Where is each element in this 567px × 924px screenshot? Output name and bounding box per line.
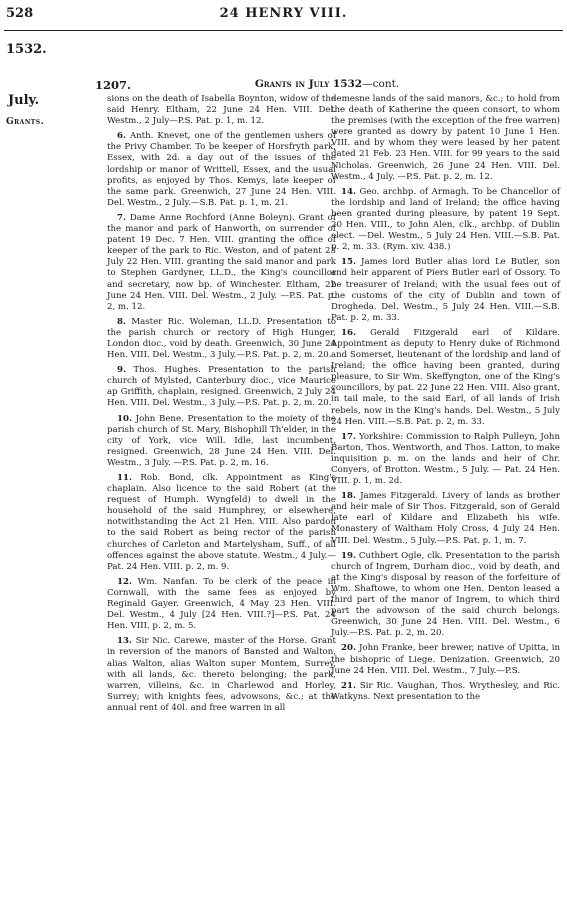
entry-text: James Fitzgerald. Livery of lands as brother and heir male of Sir Thos. Fitzgerald, son of Gerald late earl of Kildare and Elizabeth his wife. Monastery of Waltham Holy Cross, 4 July 24 Hen. VIII. Del. Westm., 5 July.—P.S. Pat. p. 1, m. 7. — [331, 491, 560, 546]
entry-text: Geo. archbp. of Armagh. To be Chancellor of the lordship and land of Ireland; the office having been granted during pleasure, by patent 19 Sept. 20 Hen. VIII., to John Alen, clk., archbp. of Dublin elect. —Del. Westm., 5 July 24 Hen. VIII.—S.B. Pat. p. 2, m. 33. (Rym. xiv. 438.) — [331, 186, 560, 253]
margin-section: Grants. — [6, 117, 45, 127]
header-rule — [4, 30, 563, 31]
entry-paragraph — [107, 414, 336, 469]
right-column — [331, 94, 560, 707]
entry-paragraph — [331, 681, 560, 703]
entry-item-number: 15. — [341, 257, 356, 268]
entry-text: Dame Anne Rochford (Anne Boleyn). Grant of the manor and park of Hanworth, on surrender of patent 19 Dec. 7 Hen. VIII. granting the office of keeper of the park to Ric. Weston, and of patent 23 July 22 Hen. VIII. granting the said manor and park to Stephen Gardyner, LL.D., the King's councillor and secretary, now bp. of Winchester. Eltham, 22 June 24 Hen. VIII. Del. Westm., 2 July. —P.S. Pat. p. 2, m. 12. — [107, 212, 336, 312]
left-column — [107, 94, 336, 718]
entry-item-number: 11. — [117, 473, 132, 483]
entry-paragraph — [331, 94, 560, 183]
entry-item-number: 9. — [117, 365, 126, 376]
section-heading — [95, 78, 559, 90]
entry-paragraph — [107, 636, 336, 714]
entry-paragraph — [107, 317, 336, 361]
running-title: 24 HENRY VIII. — [219, 6, 348, 21]
entry-paragraph — [331, 432, 560, 487]
entry-paragraph — [331, 257, 560, 324]
entry-text: Gerald Fitzgerald earl of Kildare. Appointment as deputy to Henry duke of Richmond and Somerset, lieutenant of the lordship and land of Ireland; the office having been granted, during pleasure, to Sir Wm. Skeffyngton, one of the King's councillors, by pat. 22 June 22 Hen. VIII. Also grant, in tail male, to the said Earl, of all lands of Irish rebels, now in the King's hands. Del. Westm., 5 July 24 Hen. VIII.—S.B. Pat. p. 2, m. 33. — [331, 327, 560, 427]
entry-item-number: 17. — [341, 431, 356, 442]
entry-text: Anth. Knevet, one of the gentlemen ushers of the Privy Chamber. To be keeper of Horsfryth park, Essex, with 2d. a day out of the issues of the lordship or manor of Writtell, Essex, and the usual profits, as enjoyed by Thos. Kemys, late keeper of the same park. Greenwich, 27 June 24 Hen. VIII. Del. Westm., 2 July.—S.B. Pat. p. 1, m. 21. — [107, 131, 337, 208]
entry-text: James lord Butler alias lord Le Butler, son and heir apparent of Piers Butler earl of Ossory. To be treasurer of Ireland; with the usual fees out of the customs of the city of Dublin and town of Drogheda. Del. Westm., 5 July 24 Hen. VIII.—S.B. Pat. p. 2, m. 33. — [331, 257, 561, 323]
entry-item-number: 12. — [117, 576, 132, 587]
entry-text: John Franke, beer brewer, native of Upitta, in the bishopric of Liege. Denization. Greenwich, 20 June 24 Hen. VIII. Del. Westm., 7 July.—P.S. — [331, 643, 560, 676]
entry-item-number: 13. — [117, 636, 132, 647]
entry-text: Rob. Bond, clk. Appointment as King's chaplain. Also licence to the said Robert (at the request of Humph. Wyngfeld) to dwell in the household of the said Humphrey, or elsewhere, notwithstanding the Act 21 Hen. VIII. Also pardon to the said Robert as being rector of the parish churches of Carleton and Martelysham, Suff., of all offences against the above statute. Westm., 4 July.—Pat. 24 Hen. VIII. p. 2, m. 9. — [107, 473, 337, 572]
entry-text: Sir Ric. Vaughan, Thos. Wrythesley, and Ric. Watkyns. Next presentation to the — [331, 680, 561, 702]
section-title: Grants in July 1532 — [254, 78, 363, 90]
page-number: 528 — [6, 6, 34, 21]
entry-paragraph — [331, 328, 560, 428]
entry-text: Wm. Nanfan. To be clerk of the peace in Cornwall, with the same fees as enjoyed by Reginald Gayer. Greenwich, 4 May 23 Hen. VIII. Del. Westm., 4 July [24 Hen. VIII.?]—P.S. Pat. 24 Hen. VIII. p. 2, m. 5. — [107, 576, 336, 632]
margin-year: 1532. — [6, 42, 47, 57]
entry-item-number: 21. — [341, 680, 356, 691]
entry-text: John Bene. Presentation to the moiety of the parish church of St. Mary, Bishophill Th'elder, in the city of York, vice Will. Idle, last incumbent, resigned. Greenwich, 28 June 24 Hen. VIII. Del. Westm., 3 July. —P.S. Pat. p. 2, m. 16. — [107, 413, 337, 468]
entry-text: Master Ric. Woleman, LL.D. Presentation to the parish church or rectory of High Hunger, London dioc., void by death. Greenwich, 30 June 24 Hen. VIII. Del. Westm., 3 July.—P.S. Pat. p. 2, m. 20. — [107, 316, 337, 361]
entry-text: Thos. Hughes. Presentation to the parish church of Mylsted, Canterbury dioc., vice Maurice ap Griffith, chaplain, resigned. Greenwich, 2 July 24 Hen. VIII. Del. Westm., 3 July.—P.S. Pat. p. 2, m. 20. — [107, 365, 336, 409]
entry-paragraph — [107, 131, 336, 209]
entry-item-number: 6. — [117, 131, 126, 142]
entry-text: sions on the death of Isabella Boynton, widow of the said Henry. Eltham, 22 June 24 Hen. VIII. Del. Westm., 2 July—P.S. Pat. p. 1, m. 12. — [107, 94, 336, 127]
entry-paragraph — [331, 551, 560, 640]
margin-month: July. — [8, 93, 40, 108]
entry-paragraph — [107, 213, 336, 313]
entry-paragraph — [107, 365, 336, 409]
entry-paragraph — [331, 187, 560, 254]
entry-item-number: 10. — [117, 413, 132, 424]
entry-item-number: 14. — [341, 186, 356, 197]
entry-item-number: 16. — [341, 327, 356, 338]
entry-item-number: 20. — [341, 643, 356, 654]
entry-item-number: 8. — [117, 316, 126, 327]
section-title-suffix: —cont. — [362, 78, 400, 90]
entry-paragraph — [107, 577, 336, 632]
entry-paragraph — [107, 473, 336, 573]
entry-text: demesne lands of the said manors, &c.; to hold from the death of Katherine the queen consort, to whom the premises (with the exception of the free warren) were granted as dowry by patent 10 June 1 Hen. VIII. and by whom they were leased by her patent dated 21 Feb. 23 Hen. VIII. for 99 years to the said Nicholas. Greenwich, 26 June 24 Hen. VIII. Del. Westm., 4 July. —P.S. Pat. p. 2, m. 12. — [331, 94, 560, 182]
entry-item-number: 19. — [341, 550, 356, 561]
entry-text: Sir Nic. Carewe, master of the Horse. Grant in reversion of the manors of Bansted and Walton, alias Walton, alias Walton super Montem, Surrey, with all lands, &c. thereto belonging; the park, warren, villeins, &c. in Charlewod and Horley, Surrey; with knights fees, advowsons, &c.; at the annual rent of 40l. and free warren in all — [107, 636, 337, 713]
entry-item-number: 18. — [341, 491, 356, 502]
entry-text: Yorkshire: Commission to Ralph Pulleyn, John Barton, Thos. Wentworth, and Thos. Latton, to make inquisition p. m. on the lands and heir of Chr. Conyers, of Brotton. Westm., 5 July. — Pat. 24 Hen. VIII. p. 1, m. 2d. — [331, 431, 561, 487]
entry-item-number: 7. — [117, 212, 126, 223]
entry-number: 1207. — [95, 78, 132, 92]
entry-paragraph — [107, 94, 336, 127]
entry-text: Cuthbert Ogle, clk. Presentation to the parish church of Ingrem, Durham dioc., void by death, and at the King's disposal by reason of the forfeiture of Wm. Shaftowe, to whom one Hen. Denton leased a third part of the manor of Ingrem, to which third part the advowson of the said church belongs. Greenwich, 30 June 24 Hen. VIII. Del. Westm., 6 July.—P.S. Pat. p. 2, m. 20. — [331, 550, 560, 639]
entry-paragraph — [331, 643, 560, 676]
entry-paragraph — [331, 491, 560, 546]
